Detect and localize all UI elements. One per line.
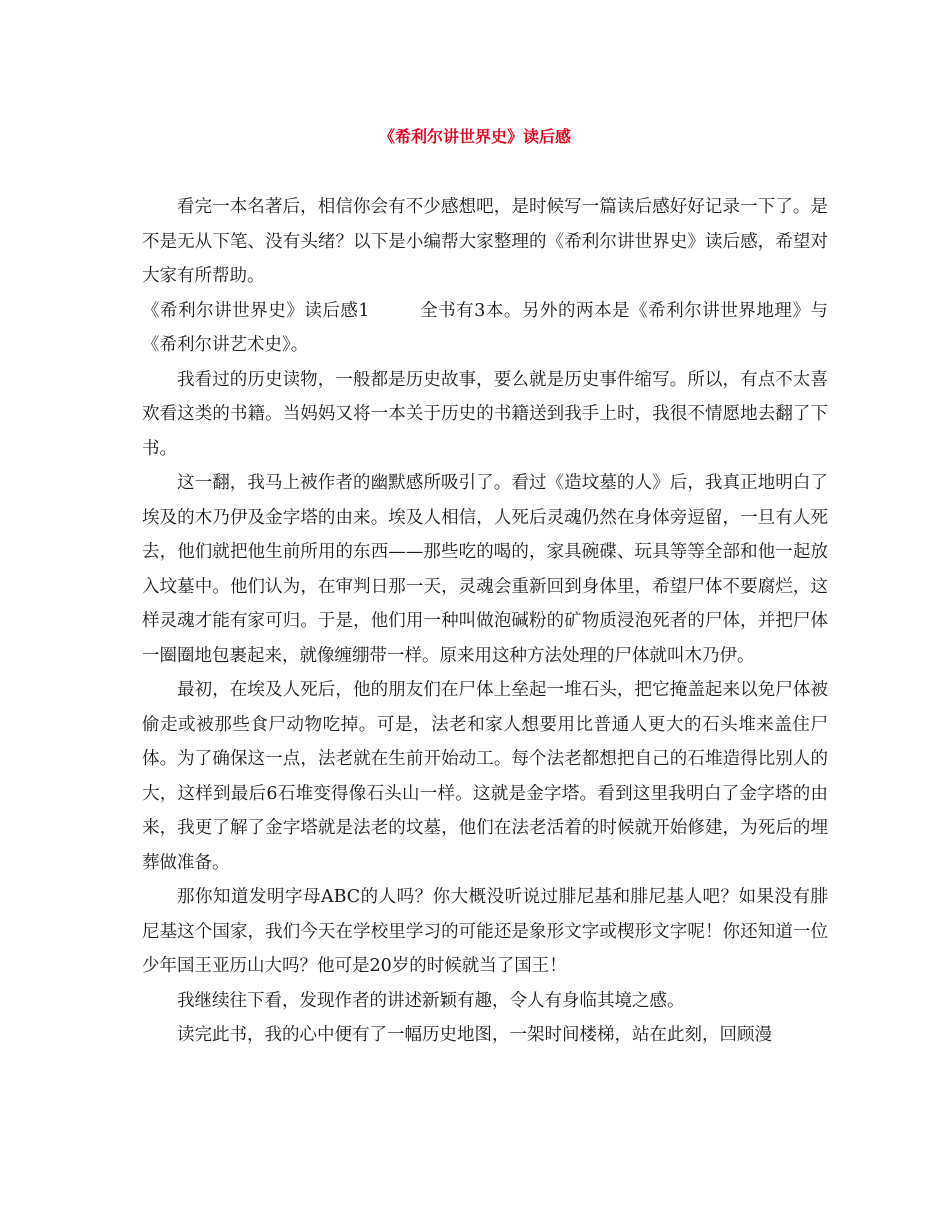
document-title: 《希利尔讲世界史》读后感 — [378, 127, 571, 146]
paragraph: 读完此书，我的心中便有了一幅历史地图，一架时间楼梯，站在此刻，回顾漫 — [177, 1025, 772, 1045]
paragraph: 我看过的历史读物，一般都是历史故事，要么就是历史事件缩写。所以，有点不太喜欢看这类的书籍。当妈妈又将一本关于历史的书籍送到我手上时，我很不情愿地去翻了下书。 — [142, 369, 828, 459]
section-line — [142, 294, 828, 363]
paragraph: 那你知道发明字母ABC的人吗？你大概没听说过腓尼基和腓尼基人吧？如果没有腓尼基这个国家，我们今天在学校里学习的可能还是象形文字或楔形文字呢！你还知道一位少年国王亚历山大吗？他可是20岁的时候就当了国王！ — [142, 887, 828, 976]
document-body — [142, 190, 828, 1053]
paragraph: 最初，在埃及人死后，他的朋友们在尸体上垒起一堆石头，把它掩盖起来以免尸体被偷走或被那些食尸动物吃掉。可是，法老和家人想要用比普通人更大的石头堆来盖住尸体。为了确保这一点，法老就在生前开始动工。每个法老都想把自己的石堆造得比别人的大，这样到最后6石堆变得像石头山一样。这就是金字塔。看到这里我明白了金字塔的由来，我更了解了金字塔就是法老的坟墓，他们在法老活着的时候就开始修建，为死后的埋葬做准备。 — [142, 680, 828, 873]
section-heading: 《希利尔讲世界史》读后感1 — [142, 300, 370, 321]
paragraph: 我继续往下看，发现作者的讲述新颖有趣，令人有身临其境之感。 — [177, 990, 685, 1011]
paragraph: 这一翻，我马上被作者的幽默感所吸引了。看过《造坟墓的人》后，我真正地明白了埃及的木乃伊及金字塔的由来。埃及人相信，人死后灵魂仍然在身体旁逗留，一旦有人死去，他们就把他生前所用的东西——那些吃的喝的，家具碗碟、玩具等等全部和他一起放入坟墓中。他们认为，在审判日那一天，灵魂会重新回到身体里，希望尸体不要腐烂，这样灵魂才能有家可归。于是，他们用一种叫做泡碱粉的矿物质浸泡死者的尸体，并把尸体一圈圈地包裹起来，就像缠绷带一样。原来用这种方法处理的尸体就叫木乃伊。 — [142, 473, 828, 666]
section-lead: 全书有3本。另外的两本是《希利尔讲世界地理》与《希利尔讲艺术史》。 — [142, 300, 828, 355]
intro-paragraph: 看完一本名著后，相信你会有不少感想吧，是时候写一篇读后感好好记录一下了。是不是无从下笔、没有头绪？以下是小编帮大家整理的《希利尔讲世界史》读后感，希望对大家有所帮助。 — [142, 197, 828, 286]
